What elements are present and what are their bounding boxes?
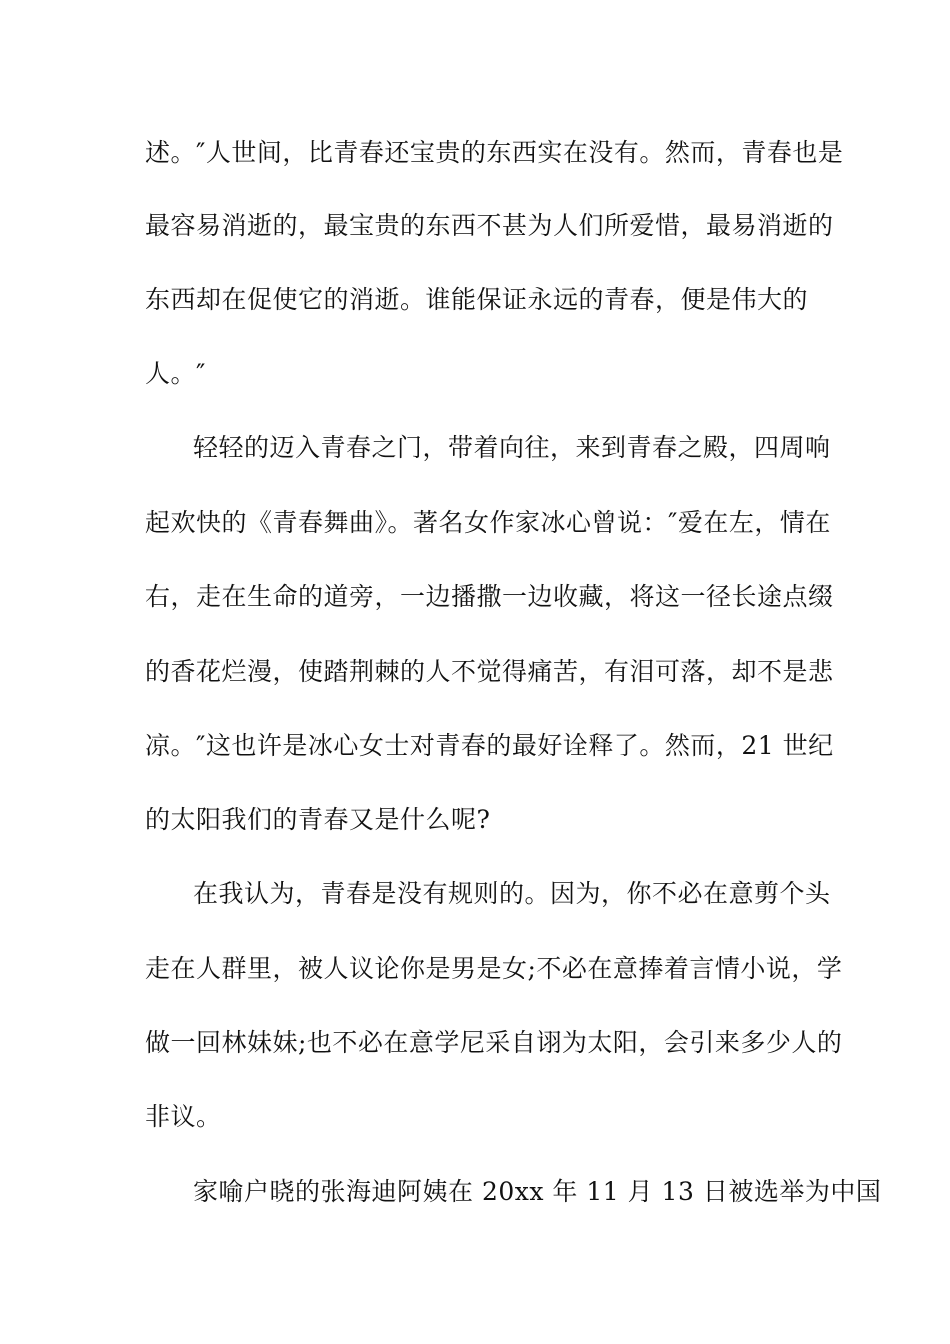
paragraph-1-line-2: 最容易消逝的，最宝贵的东西不甚为人们所爱惜，最易消逝的	[145, 211, 834, 240]
paragraph-2-line-2: 起欢快的《青春舞曲》。著名女作家冰心曾说：″爱在左，情在	[145, 508, 831, 537]
paragraph-3-line-1: 在我认为，青春是没有规则的。因为，你不必在意剪个头	[193, 879, 831, 908]
paragraph-2-line-5: 凉。″这也许是冰心女士对青春的最好诠释了。然而，21 世纪	[145, 731, 834, 760]
paragraph-1-line-1: 述。″人世间，比青春还宝贵的东西实在没有。然而，青春也是	[145, 138, 844, 167]
paragraph-2-line-1: 轻轻的迈入青春之门，带着向往，来到青春之殿，四周响	[193, 433, 831, 462]
paragraph-3-line-3: 做一回林妹妹;也不必在意学尼采自诩为太阳，会引来多少人的	[145, 1028, 843, 1057]
paragraph-2-line-6: 的太阳我们的青春又是什么呢?	[145, 805, 491, 834]
paragraph-2-line-4: 的香花烂漫，使踏荆棘的人不觉得痛苦，有泪可落，却不是悲	[145, 657, 834, 686]
paragraph-3-line-2: 走在人群里，被人议论你是男是女;不必在意捧着言情小说，学	[145, 954, 843, 983]
paragraph-1-line-4: 人。″	[145, 359, 206, 388]
paragraph-2-line-3: 右，走在生命的道旁，一边播撒一边收藏，将这一径长途点缀	[145, 582, 834, 611]
paragraph-1-line-3: 东西却在促使它的消逝。谁能保证永远的青春，便是伟大的	[145, 285, 809, 314]
paragraph-4-line-1: 家喻户晓的张海迪阿姨在 20xx 年 11 月 13 日被选举为中国	[193, 1177, 882, 1206]
paragraph-3-line-4: 非议。	[145, 1102, 222, 1131]
